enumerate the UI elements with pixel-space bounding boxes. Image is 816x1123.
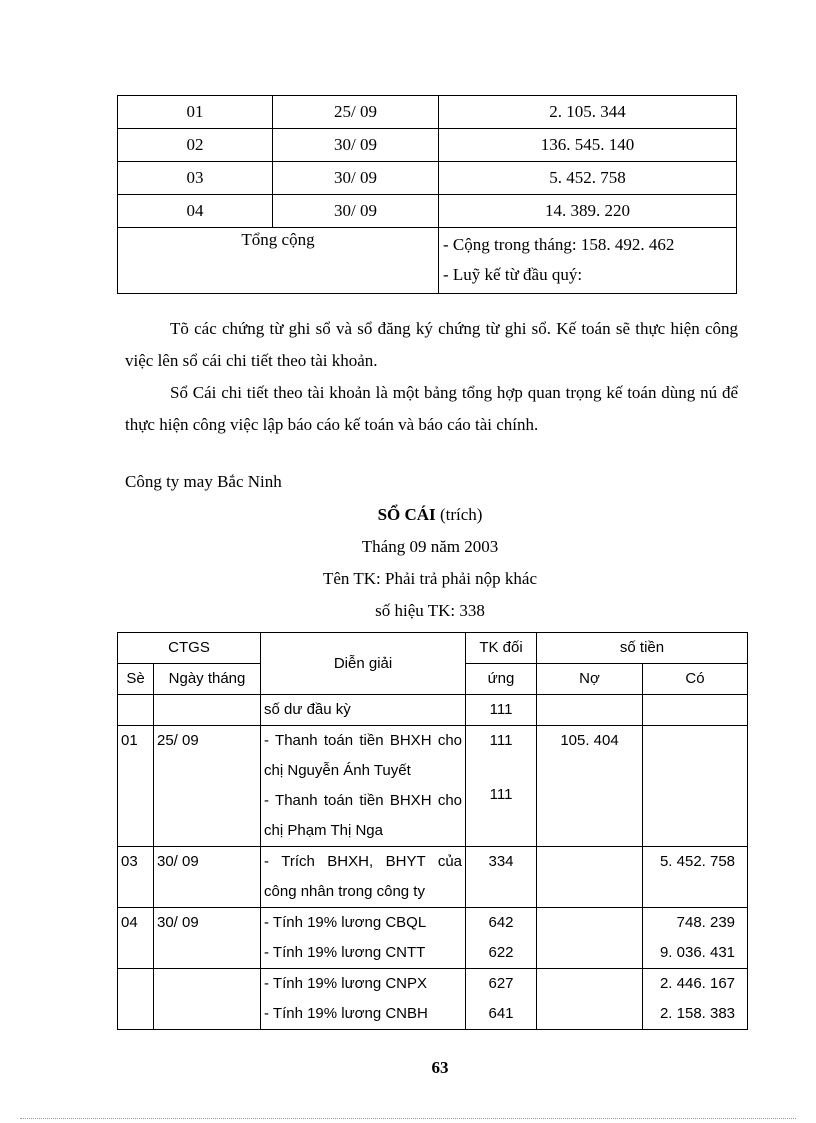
header-dien-giai: Diễn giải	[261, 633, 466, 695]
cell-no	[537, 726, 643, 847]
cell-no	[537, 908, 643, 969]
cell-description	[261, 695, 466, 726]
header-so-tien: số tiền	[537, 633, 748, 664]
summary-table	[117, 95, 737, 294]
header-no: Nợ	[537, 664, 643, 695]
description-line: - Tính 19% lương CNBH	[264, 1005, 428, 1022]
spacer	[469, 756, 533, 780]
cell-co	[643, 726, 748, 847]
header-tk-doi-ung: TK đối	[466, 633, 537, 664]
cell-no	[537, 847, 643, 908]
cell-se	[118, 969, 154, 1030]
ledger-account-number: số hiệu TK: 338	[375, 601, 485, 620]
table-row	[118, 969, 748, 1030]
co-value: 2. 446. 167	[659, 975, 736, 992]
description-line: - Tính 19% lương CBQL	[264, 914, 427, 931]
table-row	[118, 129, 737, 162]
tk-value: 642	[488, 914, 514, 931]
cell-description	[261, 847, 466, 908]
row-number: 02	[118, 129, 273, 162]
cell-se: 04	[118, 908, 154, 969]
paragraph	[125, 313, 738, 377]
row-number: 04	[118, 195, 273, 228]
cell-tk	[466, 726, 537, 847]
row-number: 03	[118, 162, 273, 195]
cell-date: 30/ 09	[154, 908, 261, 969]
cell-date: 30/ 09	[154, 847, 261, 908]
cell-se: 03	[118, 847, 154, 908]
table-row	[118, 847, 748, 908]
header-co: Có	[643, 664, 748, 695]
cell-no	[537, 969, 643, 1030]
total-label: Tổng cộng	[118, 228, 439, 294]
row-date: 30/ 09	[273, 195, 439, 228]
table-row	[118, 908, 748, 969]
header-tk-doi-ung-2: ứng	[466, 664, 537, 695]
description-line: số dư đầu kỳ	[264, 701, 351, 718]
table-row	[118, 162, 737, 195]
ledger-title	[0, 505, 816, 525]
cell-co	[643, 847, 748, 908]
co-value: 748. 239	[676, 914, 736, 931]
row-amount: 5. 452. 758	[439, 162, 737, 195]
tk-value: 641	[488, 1005, 514, 1022]
total-values	[439, 228, 737, 294]
description-line: - Thanh toán tiền BHXH cho chị Nguyễn Ánh Tuyết	[264, 732, 463, 779]
description-line: - Thanh toán tiền BHXH cho chị Phạm Thị Nga	[264, 792, 463, 839]
cell-co	[643, 695, 748, 726]
cell-se	[118, 695, 154, 726]
table-row	[118, 195, 737, 228]
co-value: 2. 158. 383	[659, 1005, 736, 1022]
page-number: 63	[431, 1058, 449, 1077]
header-row	[118, 633, 748, 664]
header-se: Sè	[118, 664, 154, 695]
ledger-title-rest: (trích)	[435, 505, 483, 524]
cell-tk	[466, 695, 537, 726]
tk-value: 111	[489, 786, 513, 803]
tk-value: 334	[488, 853, 514, 870]
row-date: 30/ 09	[273, 129, 439, 162]
tk-value: 622	[488, 944, 514, 961]
row-amount: 14. 389. 220	[439, 195, 737, 228]
company-name: Công ty may Bắc Ninh	[125, 472, 282, 491]
cell-tk	[466, 908, 537, 969]
description-line: - Tính 19% lương CNTT	[264, 944, 426, 961]
total-cumulative: - Luỹ kế từ đầu quý:	[443, 265, 583, 284]
footer-divider	[20, 1118, 796, 1119]
row-amount: 2. 105. 344	[439, 96, 737, 129]
tk-value: 111	[489, 732, 513, 749]
cell-co	[643, 969, 748, 1030]
cell-no	[537, 695, 643, 726]
description-line: - Tính 19% lương CNPX	[264, 975, 428, 992]
row-number: 01	[118, 96, 273, 129]
description-line: - Trích BHXH, BHYT của công nhân trong công ty	[264, 853, 463, 900]
header-ctgs: CTGS	[118, 633, 261, 664]
tk-value: 111	[489, 701, 513, 718]
co-value: 9. 036. 431	[659, 944, 736, 961]
row-amount: 136. 545. 140	[439, 129, 737, 162]
paragraph-text: Tõ các chứng từ ghi sổ và sổ đăng ký chứng từ ghi sổ. Kế toán sẽ thực hiện công việc lên sổ cái chi tiết theo tài khoản.	[125, 319, 738, 370]
row-date: 25/ 09	[273, 96, 439, 129]
table-row	[118, 96, 737, 129]
cell-description	[261, 969, 466, 1030]
row-date: 30/ 09	[273, 162, 439, 195]
total-month: - Cộng trong tháng: 158. 492. 462	[443, 235, 675, 254]
no-value: 105. 404	[560, 732, 619, 749]
paragraph-text: Sổ Cái chi tiết theo tài khoản là một bảng tổng hợp quan trọng kế toán dùng nú để thực hiện công việc lập báo cáo kế toán và báo cáo tài chính.	[125, 383, 738, 434]
co-value: 5. 452. 758	[659, 853, 736, 870]
ledger-table	[117, 632, 748, 1030]
cell-tk	[466, 969, 537, 1030]
header-ngay-thang: Ngày tháng	[154, 664, 261, 695]
cell-description	[261, 726, 466, 847]
ledger-account-name: Tên TK: Phải trả phải nộp khác	[322, 569, 538, 588]
total-row	[118, 228, 737, 294]
paragraph	[125, 377, 738, 441]
cell-co	[643, 908, 748, 969]
tk-value: 627	[488, 975, 514, 992]
cell-date	[154, 969, 261, 1030]
ledger-title-bold: SỔ CÁI	[377, 505, 436, 524]
cell-date: 25/ 09	[154, 726, 261, 847]
cell-date	[154, 695, 261, 726]
cell-se: 01	[118, 726, 154, 847]
table-row	[118, 695, 748, 726]
ledger-period: Tháng 09 năm 2003	[361, 537, 499, 556]
cell-description	[261, 908, 466, 969]
table-row	[118, 726, 748, 847]
cell-tk	[466, 847, 537, 908]
